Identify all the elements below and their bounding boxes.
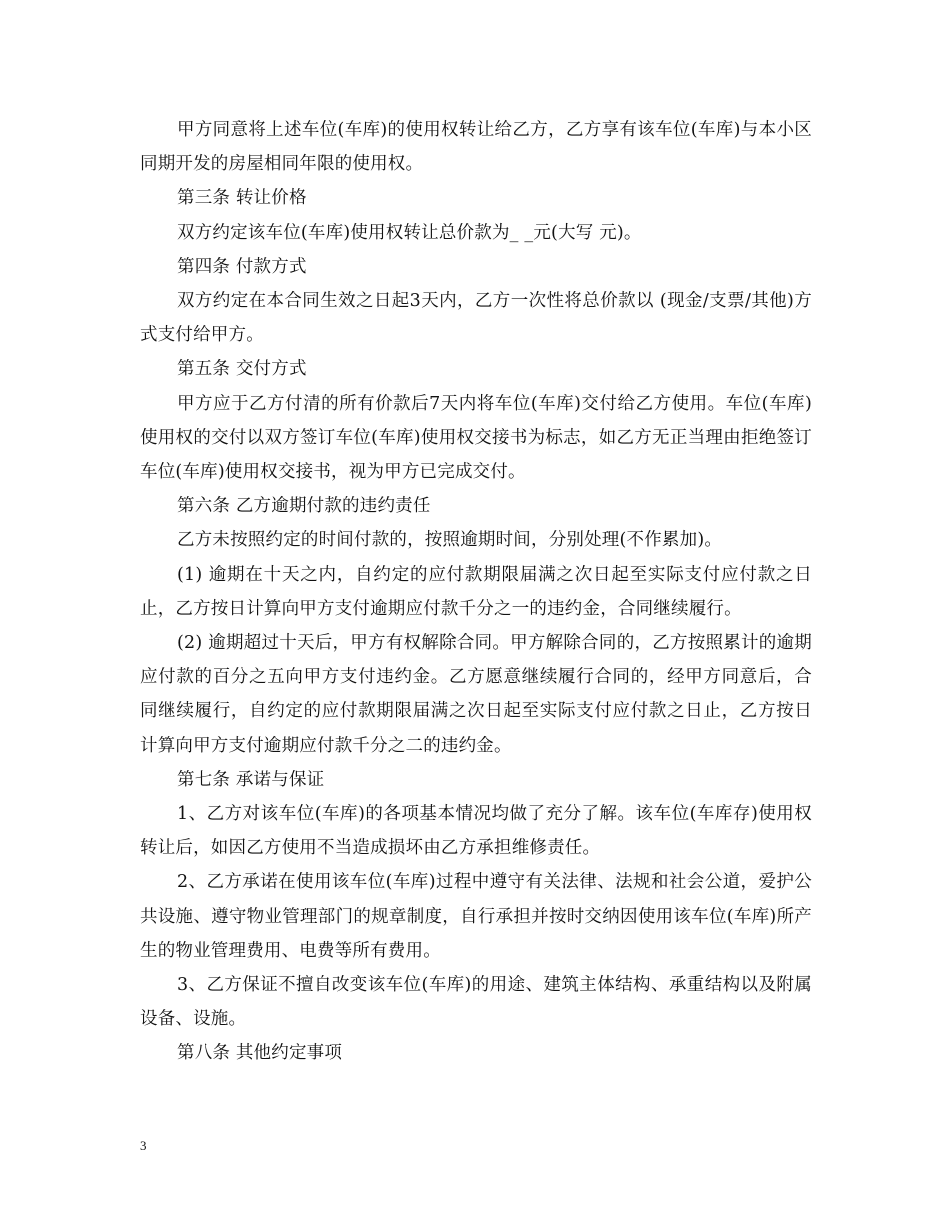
paragraph-late-payment-2: (2) 逾期超过十天后，甲方有权解除合同。甲方解除合同的，乙方按照累计的逾期应付款的百分之五向甲方支付违约金。乙方愿意继续履行合同的，经甲方同意后，合同继续履行，自约定的应付款期限届满之次日起至实际支付应付款之日止，乙方按日计算向甲方支付逾期应付款千分之二的违约金。: [140, 633, 812, 756]
heading-article-4: 第四条 付款方式: [177, 256, 307, 277]
heading-article-8: 第八条 其他约定事项: [177, 1043, 343, 1064]
paragraph-delivery-method: 甲方应于乙方付清的所有价款后7天内将车位(车库)交付给乙方使用。车位(车库)使用权的交付以双方签订车位(车库)使用权交接书为标志，如乙方无正当理由拒绝签订车位(车库)使用权交接书，视为甲方已完成交付。: [140, 393, 812, 483]
heading-article-6: 第六条 乙方逾期付款的违约责任: [177, 496, 431, 517]
heading-article-5: 第五条 交付方式: [177, 359, 307, 380]
heading-article-7: 第七条 承诺与保证: [177, 769, 325, 790]
paragraph-late-payment-1: (1) 逾期在十天之内，自约定的应付款期限届满之次日起至实际支付应付款之日止，乙方按日计算向甲方支付逾期应付款千分之一的违约金，合同继续履行。: [140, 564, 812, 619]
paragraph-payment-method: 双方约定在本合同生效之日起3天内，乙方一次性将总价款以 (现金/支票/其他)方式支付给甲方。: [140, 291, 812, 346]
paragraph-promise-1: 1、乙方对该车位(车库)的各项基本情况均做了充分了解。该车位(车库存)使用权转让后，如因乙方使用不当造成损坏由乙方承担维修责任。: [140, 804, 812, 859]
paragraph-price: 双方约定该车位(车库)使用权转让总价款为_ _元(大写 元)。: [177, 222, 642, 243]
paragraph-usage-right-transfer: 甲方同意将上述车位(车库)的使用权转让给乙方，乙方享有该车位(车库)与本小区同期开发的房屋相同年限的使用权。: [140, 120, 812, 175]
paragraph-promise-3: 3、乙方保证不擅自改变该车位(车库)的用途、建筑主体结构、承重结构以及附属设备、设施。: [140, 975, 812, 1030]
document-body: [140, 113, 812, 1071]
heading-article-3: 第三条 转让价格: [177, 188, 307, 209]
page-number: 3: [140, 1138, 147, 1153]
paragraph-promise-2: 2、乙方承诺在使用该车位(车库)过程中遵守有关法律、法规和社会公道，爱护公共设施、遵守物业管理部门的规章制度，自行承担并按时交纳因使用该车位(车库)所产生的物业管理费用、电费等所有费用。: [140, 872, 812, 961]
paragraph-late-payment-intro: 乙方未按照约定的时间付款的，按照逾期时间，分别处理(不作累加)。: [177, 530, 723, 551]
